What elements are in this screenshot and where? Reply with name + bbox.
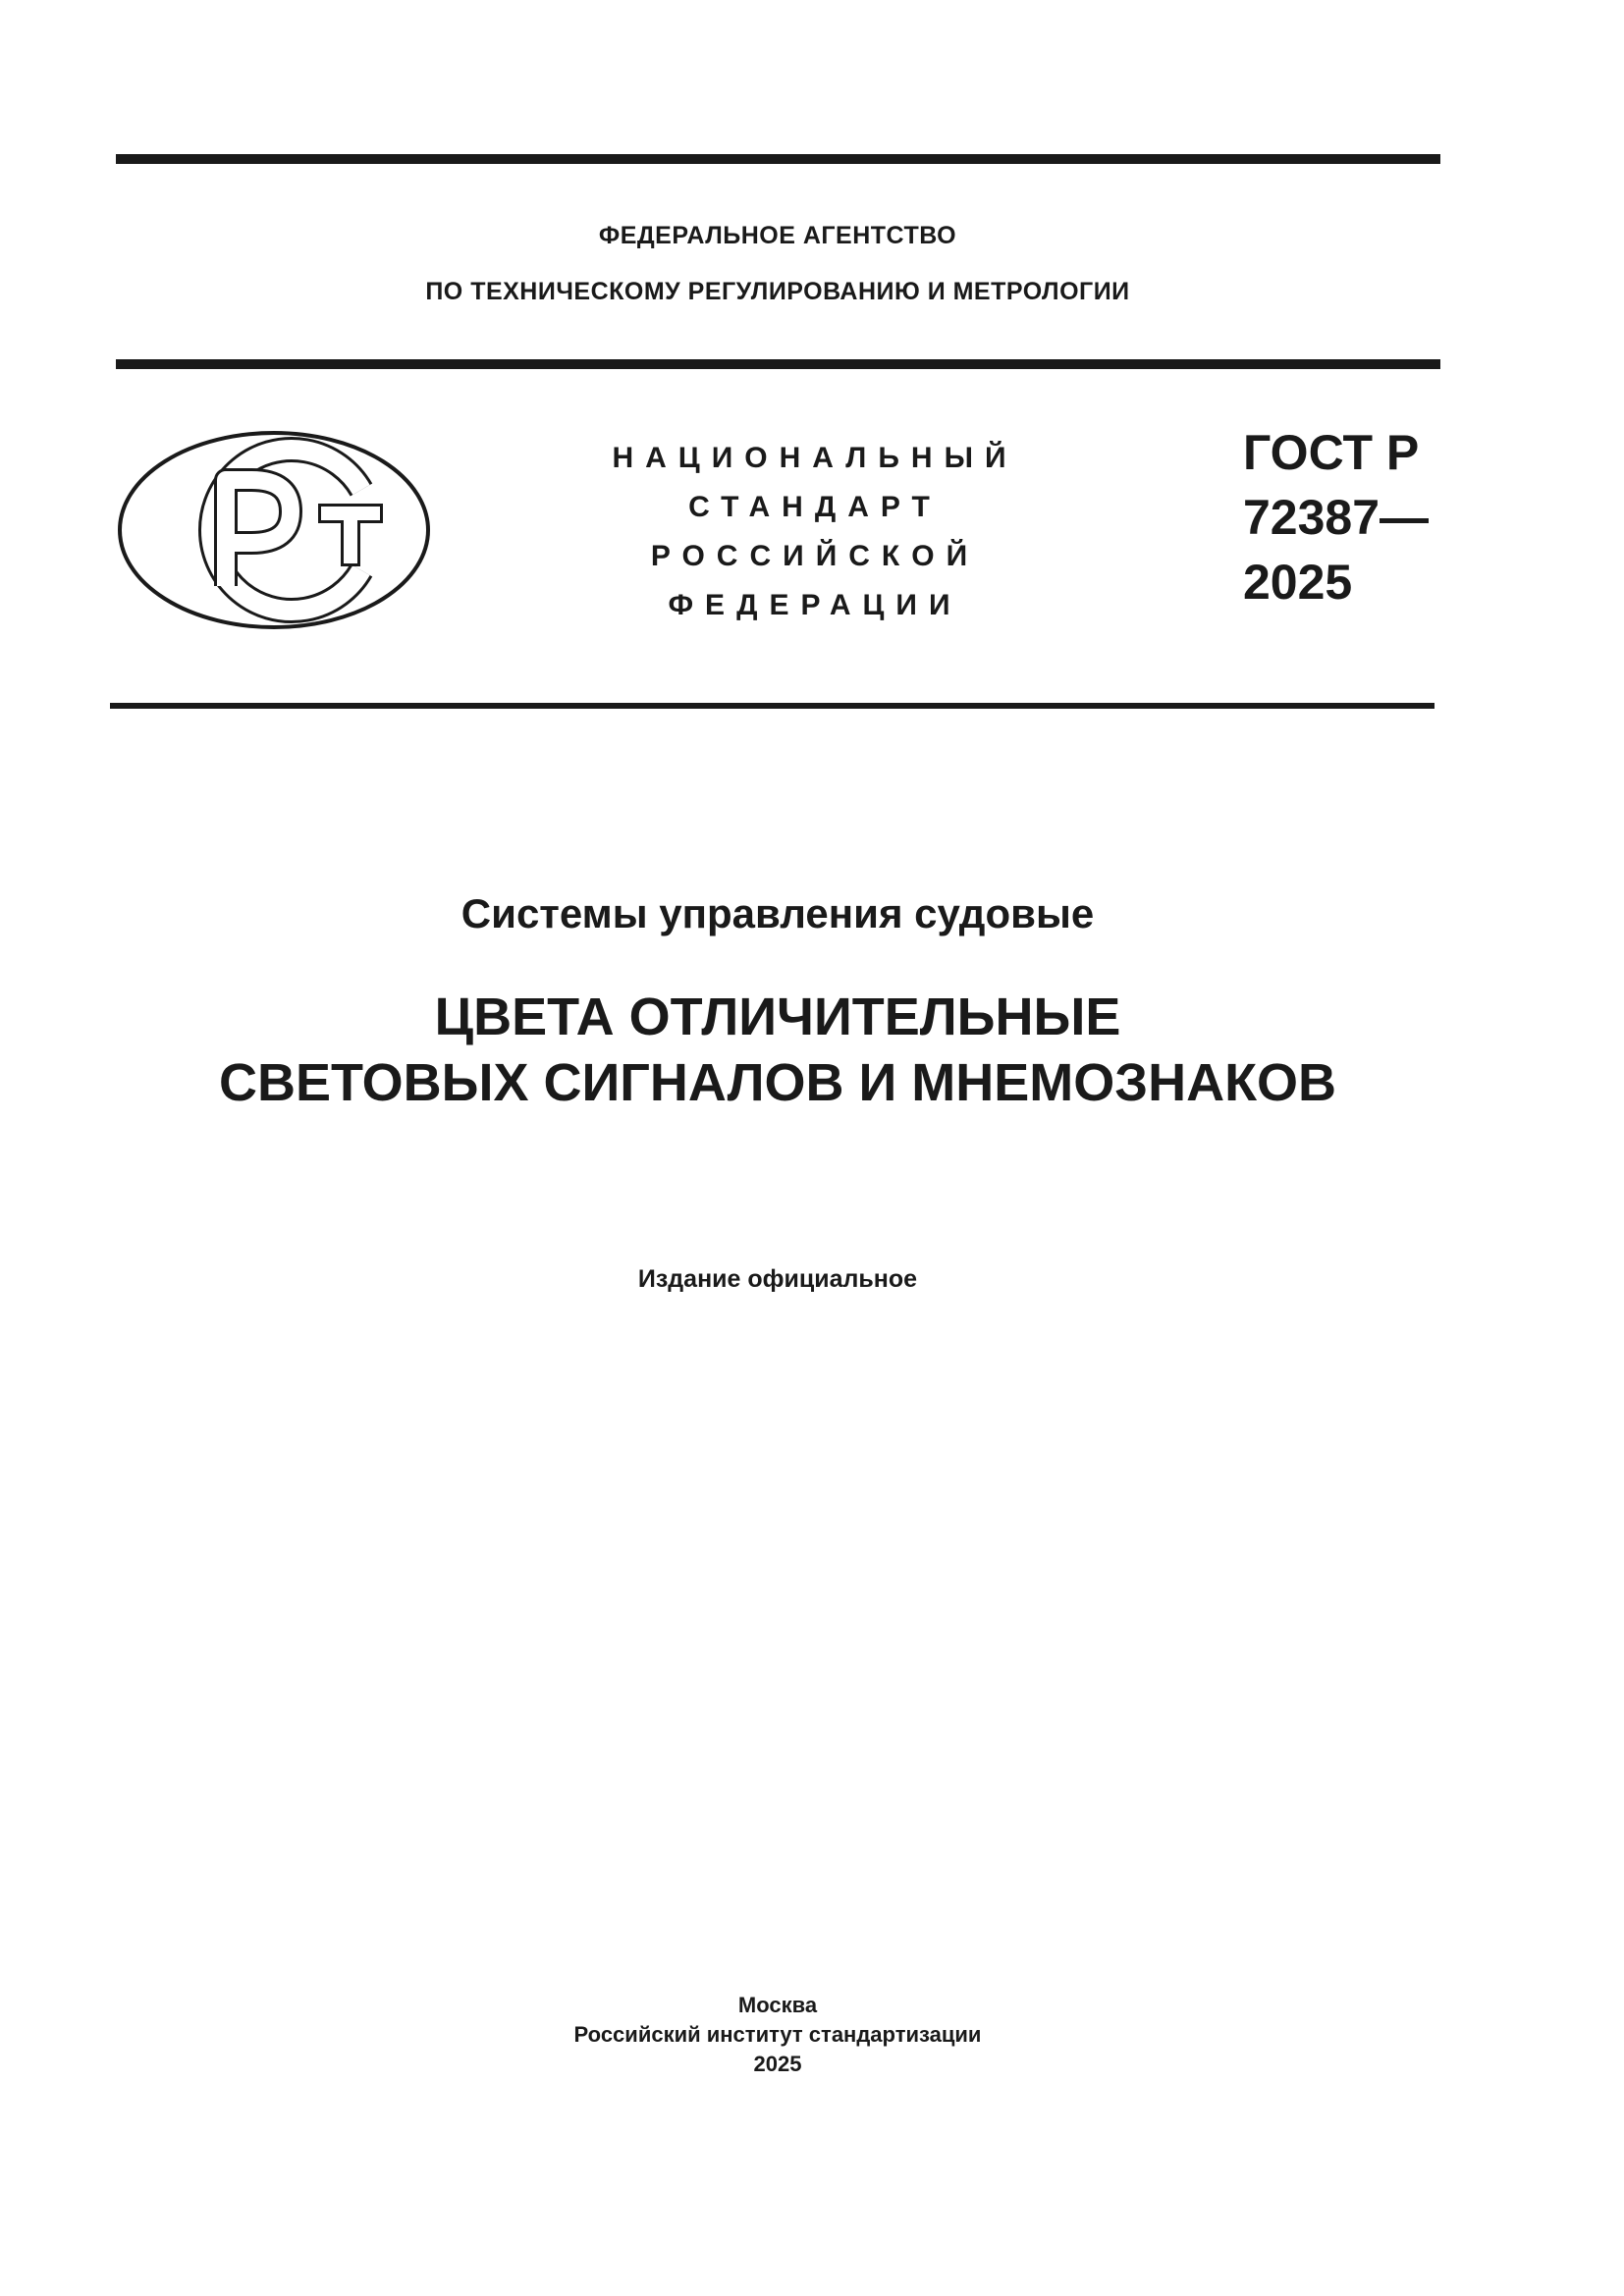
designation-line2: 72387— [1243, 490, 1430, 545]
national-standard-line1: НАЦИОНАЛЬНЫЙ [612, 442, 1018, 474]
rst-certification-mark-icon [116, 429, 432, 631]
national-standard-line4: ФЕДЕРАЦИИ [668, 589, 962, 621]
edition-label: Издание официальное [637, 1265, 918, 1293]
agency-name-line2: ПО ТЕХНИЧЕСКОМУ РЕГУЛИРОВАНИЮ И МЕТРОЛОГИИ [425, 278, 1130, 305]
top-rule [116, 154, 1440, 164]
middle-rule [116, 359, 1440, 369]
national-standard-line3: РОССИЙСКОЙ [650, 540, 980, 572]
national-standard-label [589, 434, 1041, 630]
designation-line1: ГОСТ Р [1243, 425, 1420, 480]
agency-name-line1: ФЕДЕРАЛЬНОЕ АГЕНТСТВО [598, 222, 957, 249]
bottom-rule [110, 703, 1435, 709]
national-standard-line2: СТАНДАРТ [688, 491, 942, 523]
document-title-line2: СВЕТОВЫХ СИГНАЛОВ И МНЕМОЗНАКОВ [218, 1053, 1337, 1112]
document-subtitle: Системы управления судовые [460, 890, 1095, 936]
document-title-line1: ЦВЕТА ОТЛИЧИТЕЛЬНЫЕ [434, 988, 1121, 1046]
imprint [0, 1991, 1555, 2079]
imprint-year: 2025 [753, 2052, 802, 2076]
imprint-city: Москва [737, 1993, 818, 2017]
designation-line3: 2025 [1243, 555, 1353, 610]
document-title [0, 985, 1555, 1116]
imprint-publisher: Российский институт стандартизации [573, 2022, 982, 2047]
standard-designation [1243, 420, 1429, 614]
